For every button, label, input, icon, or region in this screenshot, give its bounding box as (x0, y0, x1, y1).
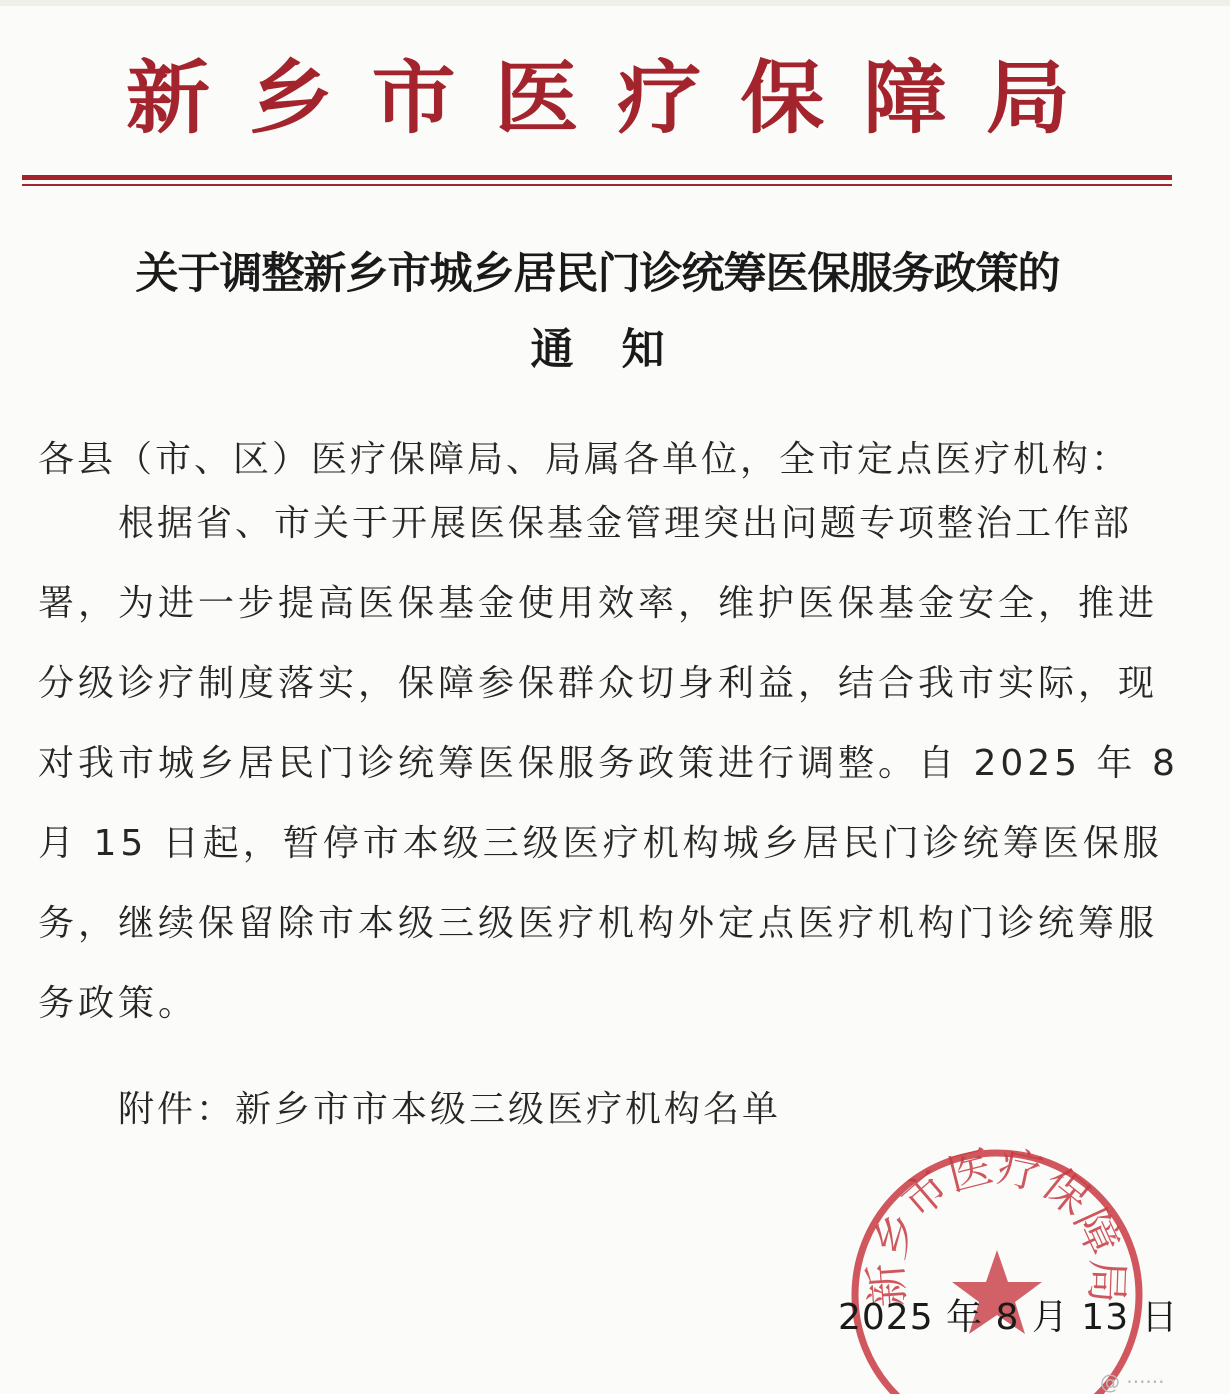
top-edge (0, 0, 1230, 6)
paragraph-line: 分级诊疗制度落实，保障参保群众切身利益，结合我市实际，现 (38, 663, 1159, 704)
paragraph-line: 月 15 日起，暂停市本级三级医疗机构城乡居民门诊统筹医保服 (38, 823, 1163, 864)
official-seal (842, 1140, 1152, 1394)
letterhead-char: 市 (371, 50, 456, 145)
watermark: @ ······ (1100, 1370, 1165, 1394)
letterhead-rule-thin (22, 184, 1172, 186)
salutation: 各县（市、区）医疗保障局、局属各单位，全市定点医疗机构： (38, 439, 1131, 480)
letterhead-rule-thick (22, 175, 1172, 180)
attachment-note: 附件：新乡市市本级三级医疗机构名单 (118, 1089, 782, 1130)
letterhead-char: 乡 (248, 50, 333, 145)
letterhead-char: 局 (985, 50, 1070, 145)
paragraph-line: 对我市城乡居民门诊统筹医保服务政策进行调整。自 2025 年 8 (38, 743, 1179, 784)
letterhead-char: 保 (740, 50, 825, 145)
paragraph-line: 署，为进一步提高医保基金使用效率，维护医保基金安全，推进 (38, 583, 1159, 624)
letterhead-char: 医 (494, 50, 579, 145)
letterhead-char: 障 (863, 50, 948, 145)
paragraph-line: 根据省、市关于开展医保基金管理突出问题专项整治工作部 (118, 503, 1133, 544)
notice-paragraph (38, 500, 1179, 1060)
letterhead-char: 新 (125, 50, 210, 145)
paragraph-line: 务，继续保留除市本级三级医疗机构外定点医疗机构门诊统筹服 (38, 903, 1159, 944)
letterhead-char: 疗 (617, 50, 702, 145)
seal-text: 新乡市医疗保障局 (860, 1140, 1133, 1309)
issue-date: 2025 年 8 月 13 日 (838, 1297, 1179, 1338)
document-title-line1: 关于调整新乡市城乡居民门诊统筹医保服务政策的 (135, 249, 1060, 299)
paragraph-line: 务政策。 (38, 983, 199, 1024)
document-title-line2: 通知 (530, 325, 713, 375)
letterhead (118, 48, 1078, 148)
